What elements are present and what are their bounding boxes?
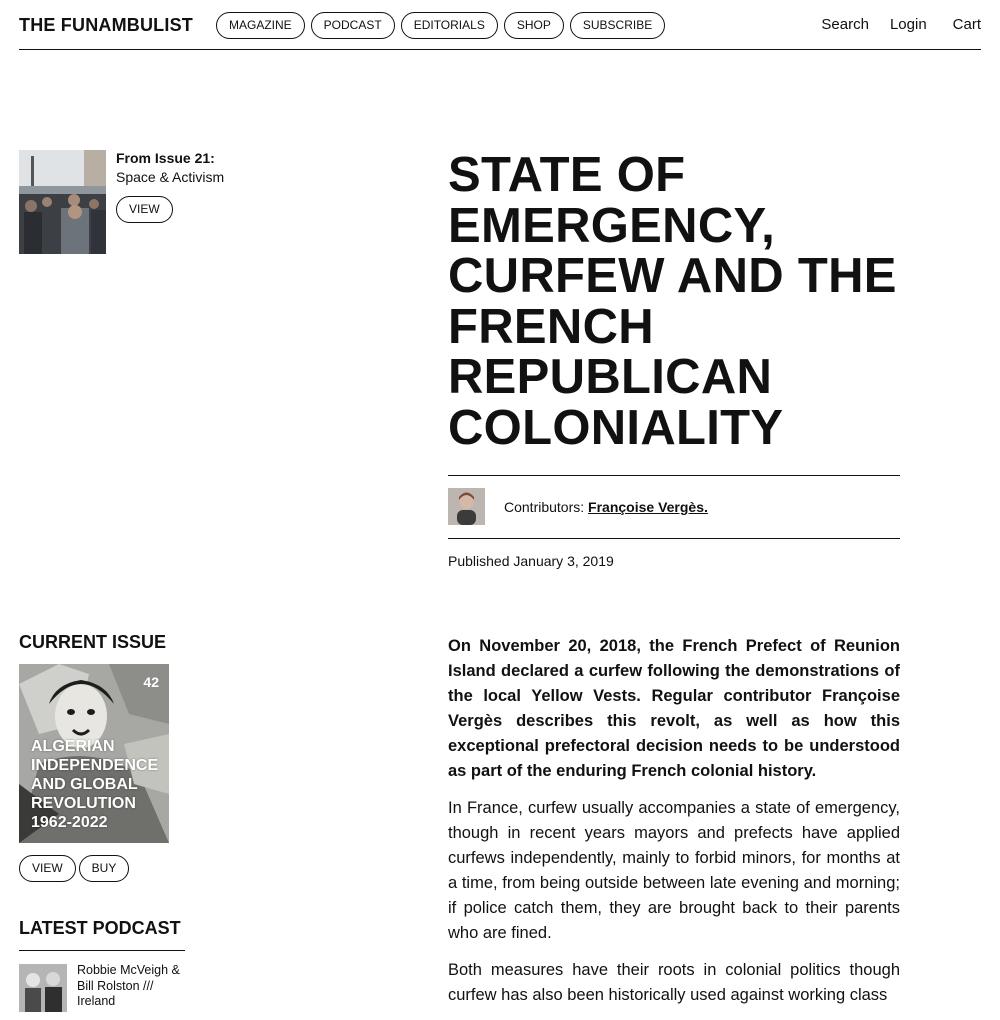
podcast-title[interactable]: Robbie McVeigh & Bill Rolston /// Ireland <box>77 963 180 1008</box>
nav-shop[interactable]: SHOP <box>504 12 564 39</box>
divider <box>19 950 185 951</box>
article-title: STATE OF EMERGENCY, CURFEW AND THE FRENCH REPUBLICAN COLONIALITY <box>448 148 897 455</box>
cart-link[interactable]: Cart <box>952 16 981 33</box>
nav-editorials[interactable]: EDITORIALS <box>401 12 498 39</box>
current-issue-actions <box>19 855 129 882</box>
issue-view-button[interactable]: VIEW <box>116 196 173 223</box>
cover-title: ALGERIAN INDEPENDENCE AND GLOBAL REVOLUTION 1962-2022 <box>31 738 159 831</box>
current-issue-buy-button[interactable]: BUY <box>79 855 130 882</box>
nav-magazine[interactable]: MAGAZINE <box>216 12 305 39</box>
contributors-line <box>504 499 708 515</box>
divider <box>448 538 900 539</box>
latest-podcast-heading: LATEST PODCAST <box>19 918 181 938</box>
search-link[interactable]: Search <box>821 16 869 33</box>
issue-info <box>116 150 224 223</box>
login-link[interactable]: Login <box>889 16 927 33</box>
article-paragraph: Both measures have their roots in colonial politics though curfew has also been historically used against working class <box>448 961 900 1004</box>
contributor-link[interactable]: Françoise Vergès. <box>588 499 708 515</box>
current-issue-cover[interactable] <box>19 664 169 843</box>
site-logo[interactable]: THE FUNAMBULIST <box>19 15 193 35</box>
nav-podcast[interactable]: PODCAST <box>311 12 395 39</box>
nav-subscribe[interactable]: SUBSCRIBE <box>570 12 665 39</box>
podcast-thumbnail[interactable] <box>19 964 67 1012</box>
article-body <box>448 634 900 1020</box>
site-header <box>19 0 981 50</box>
issue-from-label: From Issue 21: <box>116 150 215 166</box>
issue-thumbnail[interactable] <box>19 150 106 254</box>
contributor-avatar <box>448 488 485 525</box>
published-date: Published January 3, 2019 <box>448 553 614 569</box>
article-paragraph: In France, curfew usually accompanies a state of emergency, though in recent years mayors and prefects have applied curfews independently, mainly to forbid minors, for months at a time, from being outside between late evening and morning; if police catch them, they are brought back to their parents who are fined. <box>448 799 900 942</box>
issue-name: Space & Activism <box>116 169 225 185</box>
issue-number: 42 <box>143 674 159 690</box>
current-issue-heading: CURRENT ISSUE <box>19 632 167 652</box>
contributors-label: Contributors: <box>504 499 585 515</box>
main-nav <box>216 12 665 39</box>
current-issue-view-button[interactable]: VIEW <box>19 855 76 882</box>
article-lead: On November 20, 2018, the French Prefect of Reunion Island declared a curfew following the demonstrations of the local Yellow Vests. Regular contributor Françoise Vergès describes this revolt, as well as how this exceptional prefectoral decision needs to be understood as part of the enduring French colonial history. <box>448 637 900 780</box>
divider <box>448 475 900 476</box>
header-actions <box>800 16 981 33</box>
